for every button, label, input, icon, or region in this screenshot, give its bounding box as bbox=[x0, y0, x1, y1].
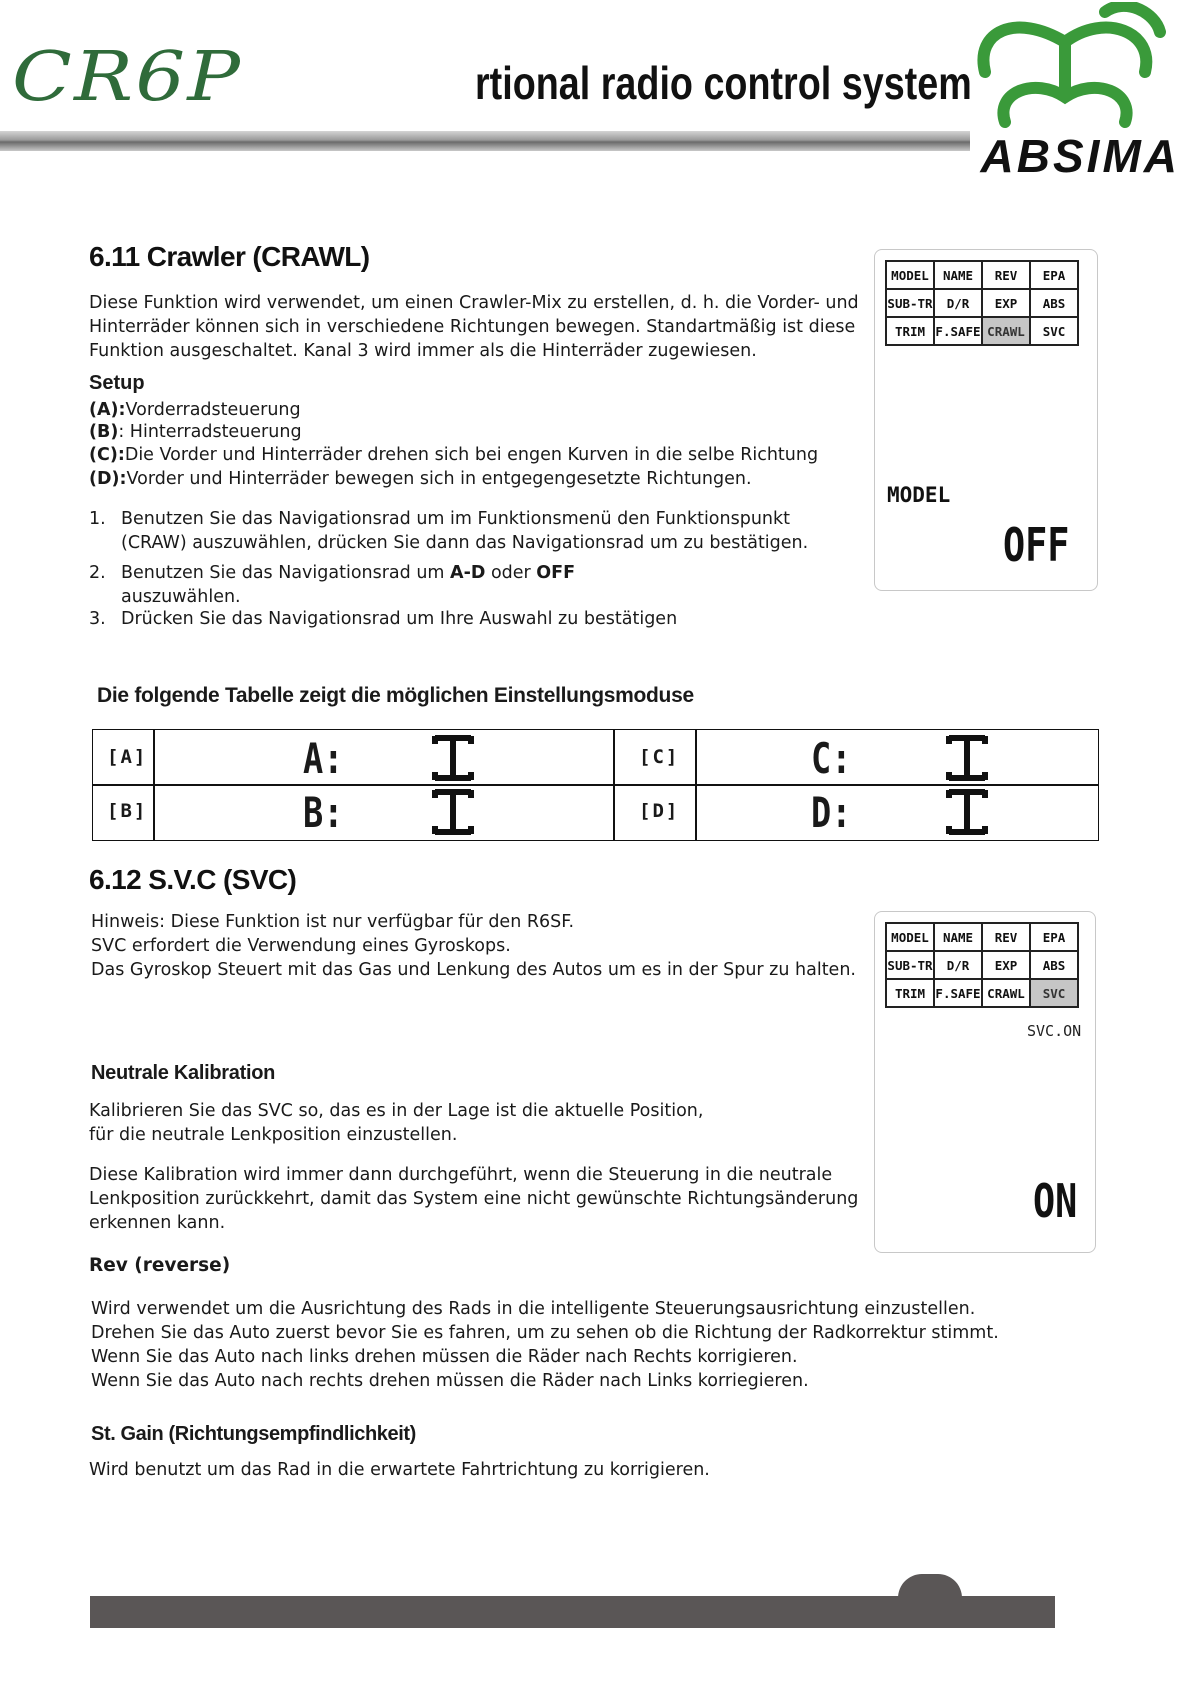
neutral-p1-line-1: Kalibrieren Sie das SVC so, das es in der Lage ist die aktuelle Position, bbox=[89, 1101, 704, 1121]
svc-intro-line-3: Das Gyroskop Steuert mit das Gas und Lenkung des Autos um es in der Spur zu halten. bbox=[91, 960, 856, 980]
section-title-crawl: 6.11 Crawler (CRAWL) bbox=[89, 241, 370, 272]
menu-epa: EPA bbox=[1030, 261, 1078, 289]
menu-model: MODEL bbox=[886, 923, 934, 951]
footer-bar bbox=[90, 1596, 1055, 1628]
rev-line-3: Wenn Sie das Auto nach links drehen müssen die Räder nach Rechts korrigieren. bbox=[91, 1347, 798, 1367]
lcd-screen-crawl bbox=[874, 249, 1098, 591]
menu-exp: EXP bbox=[982, 289, 1030, 317]
menu-model: MODEL bbox=[886, 261, 934, 289]
wheel-axle-icon-b bbox=[431, 788, 475, 836]
lcd-screen-svc bbox=[874, 911, 1096, 1253]
crawl-intro-line-2: Hinterräder können sich in verschiedene Richtungen bewegen. Standartmäßig ist diese bbox=[89, 317, 856, 337]
function-menu-grid-svc bbox=[885, 922, 1079, 1008]
wheel-axle-icon-a bbox=[431, 734, 475, 782]
menu-svc: SVC bbox=[1030, 317, 1078, 345]
rev-heading: Rev (reverse) bbox=[89, 1255, 231, 1276]
crawl-intro-line-3: Funktion ausgeschaltet. Kanal 3 wird immer als die Hinterräder zugewiesen. bbox=[89, 341, 757, 361]
neutral-p2-line-2: Lenkposition zurückkehrt, damit das System eine nicht gewünschte Richtungsänderung bbox=[89, 1189, 859, 1209]
mode-label-c: [C] bbox=[639, 746, 680, 768]
menu-crawl: CRAWL bbox=[982, 979, 1030, 1007]
menu-name: NAME bbox=[934, 261, 982, 289]
menu-fsafe: F.SAFE bbox=[934, 317, 982, 345]
rev-line-2: Drehen Sie das Auto zuerst bevor Sie es fahren, um zu sehen ob die Richtung der Radkorrektur stimmt. bbox=[91, 1323, 999, 1343]
menu-rev: REV bbox=[982, 261, 1030, 289]
modes-table-title: Die folgende Tabelle zeigt die möglichen Einstellungsmoduse bbox=[97, 684, 694, 707]
menu-epa: EPA bbox=[1030, 923, 1078, 951]
absima-brand: ABSIMA bbox=[980, 130, 1180, 182]
menu-name: NAME bbox=[934, 923, 982, 951]
menu-abs: ABS bbox=[1030, 289, 1078, 317]
step-2: 2. Benutzen Sie das Navigationsrad um A-D oder OFF auszuwählen. bbox=[89, 563, 576, 607]
lcd-crawl-value: OFF bbox=[1003, 518, 1070, 572]
menu-svc-selected: SVC bbox=[1030, 979, 1078, 1007]
menu-trim: TRIM bbox=[886, 317, 934, 345]
modes-col-divider-2 bbox=[613, 730, 615, 840]
menu-dr: D/R bbox=[934, 951, 982, 979]
wheel-axle-icon-c bbox=[945, 734, 989, 782]
rev-line-4: Wenn Sie das Auto nach rechts drehen müssen die Räder nach Links korriegieren. bbox=[91, 1371, 809, 1391]
menu-exp: EXP bbox=[982, 951, 1030, 979]
mode-label-a: [A] bbox=[107, 746, 148, 768]
rev-line-1: Wird verwendet um die Ausrichtung des Rads in die intelligente Steuerungsausrichtung einzustellen. bbox=[91, 1299, 976, 1319]
menu-trim: TRIM bbox=[886, 979, 934, 1007]
mode-letter-d: D: bbox=[811, 788, 852, 837]
lcd-svc-status: SVC.ON bbox=[1027, 1022, 1082, 1040]
lcd-svc-value: ON bbox=[1033, 1174, 1078, 1228]
footer-tab bbox=[898, 1574, 962, 1598]
modes-table bbox=[92, 729, 1099, 841]
menu-abs: ABS bbox=[1030, 951, 1078, 979]
modes-col-divider-3 bbox=[695, 730, 697, 840]
section-title-svc: 6.12 S.V.C (SVC) bbox=[89, 864, 297, 895]
gain-text: Wird benutzt um das Rad in die erwartete Fahrtrichtung zu korrigieren. bbox=[89, 1460, 710, 1480]
mode-letter-b: B: bbox=[303, 788, 344, 837]
mode-label-d: [D] bbox=[639, 800, 680, 822]
step-3: 3. Drücken Sie das Navigationsrad um Ihre Auswahl zu bestätigen bbox=[89, 609, 678, 629]
mode-letter-c: C: bbox=[811, 734, 852, 783]
svc-intro-line-2: SVC erfordert die Verwendung eines Gyroskops. bbox=[91, 936, 511, 956]
modes-row-divider bbox=[93, 784, 1098, 786]
menu-sub-tr: SUB-TR bbox=[886, 951, 934, 979]
menu-fsafe: F.SAFE bbox=[934, 979, 982, 1007]
menu-sub-tr: SUB-TR bbox=[886, 289, 934, 317]
cr6p-logo: CR6P bbox=[12, 38, 243, 117]
wheel-axle-icon-d bbox=[945, 788, 989, 836]
mode-letter-a: A: bbox=[303, 734, 344, 783]
gain-heading: St. Gain (Richtungsempfindlichkeit) bbox=[91, 1423, 416, 1445]
crawl-intro-line-1: Diese Funktion wird verwendet, um einen Crawler-Mix zu erstellen, d. h. die Vorder- und bbox=[89, 293, 859, 313]
lcd-model-label: MODEL bbox=[887, 483, 951, 507]
modes-col-divider-1 bbox=[153, 730, 155, 840]
function-menu-grid bbox=[885, 260, 1079, 346]
neutral-p2-line-3: erkennen kann. bbox=[89, 1213, 226, 1233]
header-rule bbox=[0, 131, 970, 151]
step-1: 1. Benutzen Sie das Navigationsrad um im Funktionsmenü den Funktionspunkt (CRAW) auszuwählen, drücken Sie dann das Navigationsrad um zu bestätigen. bbox=[89, 509, 809, 553]
dragon-emblem-icon bbox=[955, 2, 1175, 142]
setup-heading: Setup bbox=[89, 372, 145, 394]
setup-item-b: (B): Hinterradsteuerung bbox=[89, 422, 302, 442]
neutral-calibration-heading: Neutrale Kalibration bbox=[91, 1062, 276, 1084]
menu-crawl-selected: CRAWL bbox=[982, 317, 1030, 345]
setup-item-c: (C):Die Vorder und Hinterräder drehen sich bei engen Kurven in die selbe Richtung bbox=[89, 445, 819, 465]
neutral-p2-line-1: Diese Kalibration wird immer dann durchgeführt, wenn die Steuerung in die neutrale bbox=[89, 1165, 833, 1185]
header-tagline: rtional radio control system bbox=[475, 57, 972, 109]
mode-label-b: [B] bbox=[107, 800, 148, 822]
menu-dr: D/R bbox=[934, 289, 982, 317]
setup-item-d: (D):Vorder und Hinterräder bewegen sich in entgegengesetzte Richtungen. bbox=[89, 469, 752, 489]
svc-intro-line-1: Hinweis: Diese Funktion ist nur verfügbar für den R6SF. bbox=[91, 912, 575, 932]
menu-rev: REV bbox=[982, 923, 1030, 951]
neutral-p1-line-2: für die neutrale Lenkposition einzustellen. bbox=[89, 1125, 458, 1145]
setup-item-a: (A):Vorderradsteuerung bbox=[89, 400, 301, 420]
